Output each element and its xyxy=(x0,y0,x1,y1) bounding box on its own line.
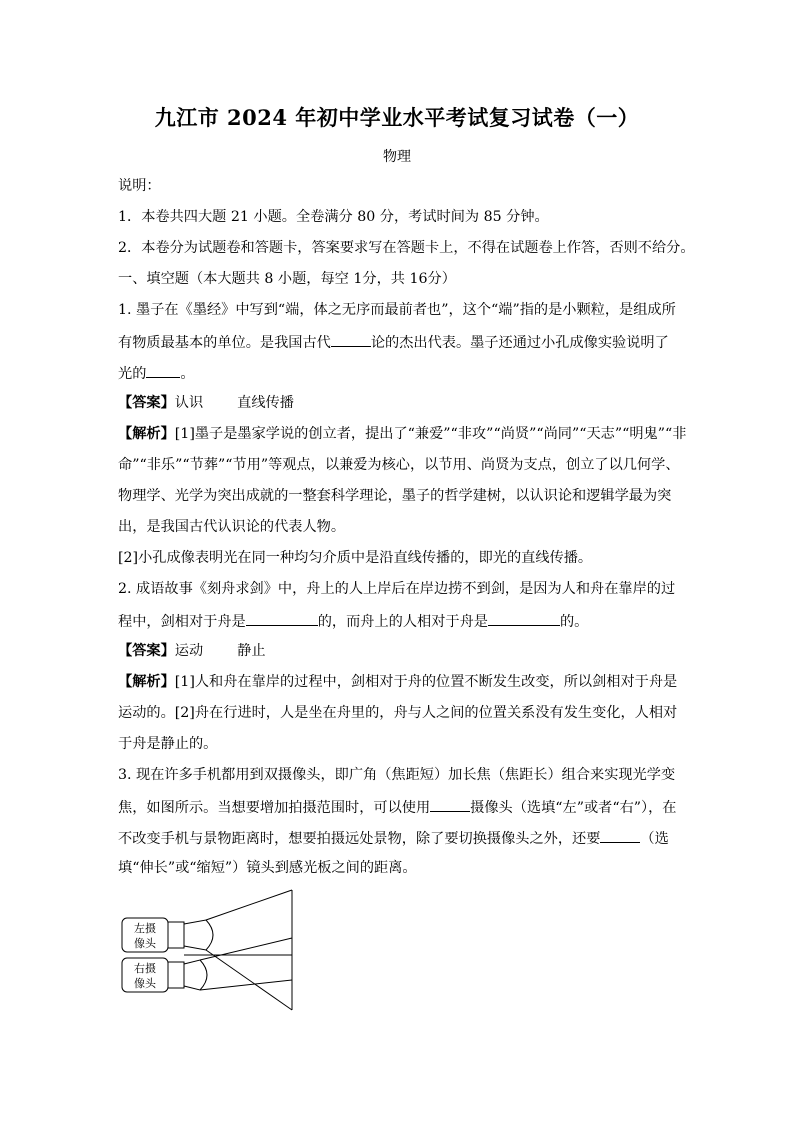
analysis-line: 于舟是静止的。 xyxy=(118,736,218,752)
right-camera-label-1: 右摄 xyxy=(134,962,156,975)
answer-blank xyxy=(246,610,318,626)
answer-line xyxy=(118,641,688,661)
right-lens-housing xyxy=(168,962,184,988)
instructions-heading: 说明： xyxy=(118,178,161,194)
page-title: 九江市 2024 年初中学业水平考试复习试卷（一） xyxy=(154,105,640,130)
analysis-line: 【解析】[1]墨子是墨家学说的创立者，提出了“兼爱”“非攻”“尚贤”“尚同”“天志”“明鬼”“非 xyxy=(118,426,687,442)
answer-value: 运动 xyxy=(174,643,204,659)
right-lens-barrel xyxy=(184,960,207,990)
analysis-line: 【解析】[1]人和舟在靠岸的过程中，剑相对于舟的位置不断发生改变，所以剑相对于舟是 xyxy=(118,674,678,690)
analysis-label: 【解析】 xyxy=(118,426,175,442)
question-text: 不改变手机与景物距离时，想要拍摄远处景物，除了要切换摄像头之外，还要 （选 xyxy=(118,827,688,849)
analysis-line: 命”“非乐”“节葬”“节用”等观点，以兼爱为核心，以节用、尚贤为支点，创立了以几何学、 xyxy=(118,457,680,473)
instruction-item: 2．本卷分为试题卷和答题卡，答案要求写在答题卡上，不得在试题卷上作答，否则不给分。 xyxy=(118,240,695,256)
dual-camera-diagram xyxy=(118,888,298,1012)
answer-blank xyxy=(488,610,560,626)
answer-blank xyxy=(331,331,371,347)
question-text: 1. 墨子在《墨经》中写到“端，体之无序而最前者也”，这个“端”指的是小颗粒，是组成所 xyxy=(118,302,676,318)
answer-label: 【答案】 xyxy=(118,395,175,411)
answer-value: 静止 xyxy=(237,643,266,659)
right-camera-label-2: 像头 xyxy=(134,977,156,990)
answer-blank xyxy=(430,796,470,812)
instruction-item: 1．本卷共四大题 21 小题。全卷满分 80 分，考试时间为 85 分钟。 xyxy=(118,209,549,225)
answer-line xyxy=(118,393,688,413)
analysis-line: 运动的。[2]舟在行进时，人是坐在舟里的，舟与人之间的位置关系没有发生变化，人相对 xyxy=(118,705,678,721)
answer-blank xyxy=(600,827,640,843)
question-text: 有物质最基本的单位。是我国古代 论的杰出代表。墨子还通过小孔成像实验说明了 xyxy=(118,331,688,353)
answer-label: 【答案】 xyxy=(118,643,175,659)
question-text: 程中，剑相对于舟是 的，而舟上的人相对于舟是 的。 xyxy=(118,610,688,632)
subject-label: 物理 xyxy=(383,149,411,165)
analysis-line: 物理学、光学为突出成就的一整套科学理论，墨子的哲学建树，以认识论和逻辑学最为突 xyxy=(118,488,672,504)
analysis-line: 出，是我国古代认识论的代表人物。 xyxy=(118,519,346,535)
left-lens-housing xyxy=(168,922,184,948)
left-camera-label-1: 左摄 xyxy=(134,922,156,935)
answer-value: 认识 xyxy=(174,395,204,411)
answer-value: 直线传播 xyxy=(237,395,294,411)
analysis-line: [2]小孔成像表明光在同一种均匀介质中是沿直线传播的，即光的直线传播。 xyxy=(118,550,593,566)
left-lens-barrel xyxy=(184,920,213,950)
analysis-label: 【解析】 xyxy=(118,674,175,690)
section-heading: 一、填空题（本大题共 8 小题，每空 1分，共 16分） xyxy=(118,271,456,287)
question-text: 光的 。 xyxy=(118,362,688,384)
left-camera-label-2: 像头 xyxy=(134,937,156,950)
question-text: 2. 成语故事《刻舟求剑》中，舟上的人上岸后在岸边捞不到剑，是因为人和舟在靠岸的过 xyxy=(118,581,676,597)
question-text: 焦，如图所示。当想要增加拍摄范围时，可以使用 摄像头（选填“左”或者“右”），在 xyxy=(118,796,688,818)
question-text: 3. 现在许多手机都用到双摄像头，即广角（焦距短）加长焦（焦距长）组合来实现光学变 xyxy=(118,767,676,783)
question-text: 填“伸长”或“缩短”）镜头到感光板之间的距离。 xyxy=(118,860,417,876)
answer-blank xyxy=(146,362,180,378)
